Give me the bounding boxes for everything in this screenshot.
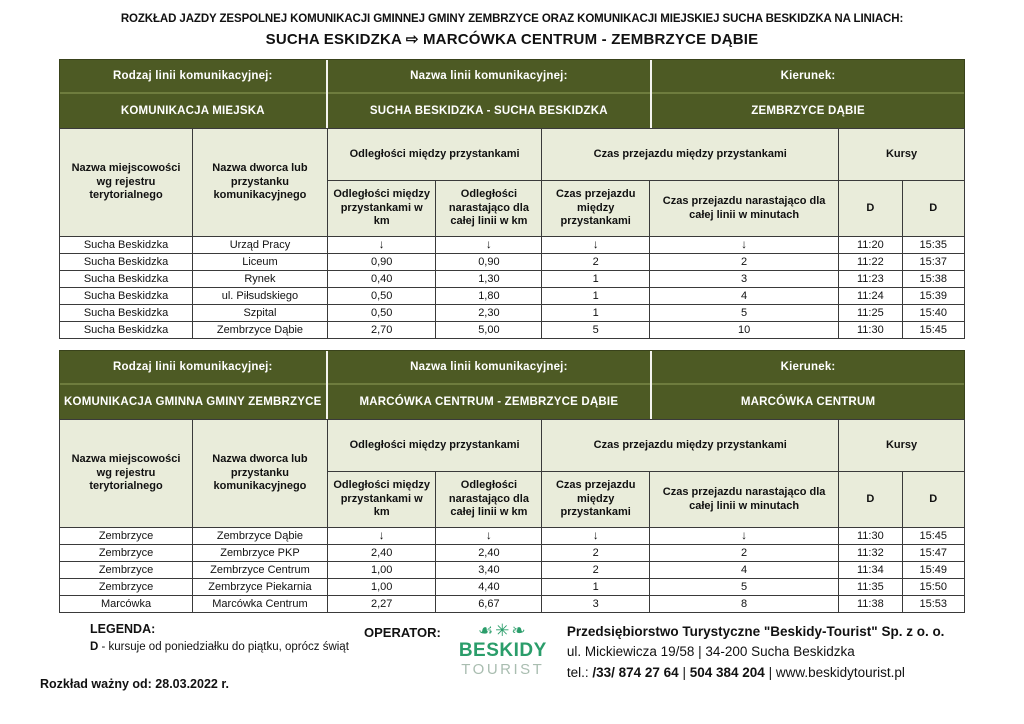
col-group-kursy: Kursy — [839, 420, 965, 472]
col-group-czas: Czas przejazdu między przystankami — [542, 129, 839, 181]
table-cell: 5,00 — [436, 322, 542, 339]
line-name-label: Nazwa linii komunikacyjnej: — [328, 351, 651, 385]
line-type-label: Rodzaj linii komunikacyjnej: — [60, 60, 326, 94]
table-cell: 2 — [542, 254, 650, 271]
line-direction-cell — [652, 60, 964, 128]
line-name-label: Nazwa linii komunikacyjnej: — [328, 60, 651, 94]
table-row — [60, 254, 965, 271]
operator-label: OPERATOR: — [364, 625, 441, 640]
table-cell: Sucha Beskidzka — [60, 271, 193, 288]
continuation-arrow-cell: ↓ — [542, 237, 650, 254]
line-type-cell — [60, 60, 328, 128]
line-type-label: Rodzaj linii komunikacyjnej: — [60, 351, 326, 385]
line-direction-label: Kierunek: — [652, 60, 964, 94]
col-group-czas: Czas przejazdu między przystankami — [542, 420, 839, 472]
table-cell: 11:30 — [839, 322, 902, 339]
line-direction-value: ZEMBRZYCE DĄBIE — [751, 105, 865, 117]
col-header-odleglosc-km: Odległości między przystankami w km — [327, 181, 436, 237]
table-cell: Sucha Beskidzka — [60, 288, 193, 305]
table-cell: 15:47 — [902, 545, 964, 562]
table-cell: 4 — [650, 288, 839, 305]
col-header-czas-miedzy: Czas przejazdu między przystankami — [542, 472, 650, 528]
col-group-odleglosci: Odległości między przystankami — [327, 129, 541, 181]
col-header-odleglosc-narastajaco: Odległości narastająco dla całej linii w km — [436, 181, 542, 237]
continuation-arrow-cell: ↓ — [436, 237, 542, 254]
line-name-value: MARCÓWKA CENTRUM - ZEMBRZYCE DĄBIE — [359, 396, 619, 408]
table-cell: 11:38 — [839, 596, 902, 613]
table-cell: 3 — [650, 271, 839, 288]
table-cell: Sucha Beskidzka — [60, 237, 193, 254]
table-cell: 2,30 — [436, 305, 542, 322]
table-row — [60, 237, 965, 254]
table-row — [60, 562, 965, 579]
table-cell: 15:45 — [902, 528, 964, 545]
valid-from: Rozkład ważny od: 28.03.2022 r. — [40, 677, 229, 691]
table-cell: Zembrzyce — [60, 528, 193, 545]
table-cell: 1 — [542, 288, 650, 305]
timetable-komunikacja-gminna — [59, 350, 965, 613]
table-cell: 11:32 — [839, 545, 902, 562]
table-cell: 3 — [542, 596, 650, 613]
table-cell: 11:23 — [839, 271, 902, 288]
table-cell: 15:37 — [902, 254, 964, 271]
col-header-miejscowosc: Nazwa miejscowości wg rejestru terytorialnego — [60, 129, 193, 237]
table-cell: 2,27 — [327, 596, 436, 613]
table-cell: Sucha Beskidzka — [60, 254, 193, 271]
table-cell: Zembrzyce PKP — [193, 545, 328, 562]
table-row — [60, 322, 965, 339]
footer — [0, 622, 1024, 691]
line-type-cell — [60, 351, 328, 419]
table-cell: 15:39 — [902, 288, 964, 305]
table-cell: 2 — [542, 545, 650, 562]
table-cell: 6,67 — [436, 596, 542, 613]
stops-table — [59, 419, 965, 613]
continuation-arrow-cell: ↓ — [327, 237, 436, 254]
line-direction-label: Kierunek: — [652, 351, 964, 385]
table-cell: Rynek — [193, 271, 328, 288]
table-cell: 11:25 — [839, 305, 902, 322]
line-direction-cell — [652, 351, 964, 419]
legend — [40, 622, 352, 691]
company-name: Przedsiębiorstwo Turystyczne "Beskidy-Tourist" Sp. z o. o. — [566, 624, 945, 639]
separator-2: | — [768, 664, 773, 680]
table-cell: 11:30 — [839, 528, 902, 545]
table-cell: Urząd Pracy — [193, 237, 328, 254]
col-header-miejscowosc: Nazwa miejscowości wg rejestru terytorialnego — [60, 420, 193, 528]
line-name-value: SUCHA BESKIDZKA - SUCHA BESKIDZKA — [369, 105, 608, 117]
table-cell: 15:38 — [902, 271, 964, 288]
table-cell: 15:49 — [902, 562, 964, 579]
table-cell: 1,00 — [327, 562, 436, 579]
table-cell: Sucha Beskidzka — [60, 322, 193, 339]
continuation-arrow-cell: ↓ — [542, 528, 650, 545]
table-row — [60, 528, 965, 545]
table-cell: 2 — [650, 545, 839, 562]
table-cell: 11:20 — [839, 237, 902, 254]
table-cell: 0,50 — [327, 305, 436, 322]
table-cell: Zembrzyce Dąbie — [193, 528, 328, 545]
table-cell: 5 — [650, 579, 839, 596]
table-cell: Zembrzyce — [60, 562, 193, 579]
col-header-odleglosc-km: Odległości między przystankami w km — [327, 472, 436, 528]
website-link: www.beskidytourist.pl — [775, 664, 905, 680]
table-cell: Zembrzyce — [60, 579, 193, 596]
table-cell: ul. Piłsudskiego — [193, 288, 328, 305]
table-cell: 15:40 — [902, 305, 964, 322]
table-cell: 11:24 — [839, 288, 902, 305]
separator-1: | — [682, 664, 686, 680]
tel-prefix: tel.: — [566, 664, 589, 680]
table-cell: 11:22 — [839, 254, 902, 271]
table-cell: 2,70 — [327, 322, 436, 339]
col-header-kurs-d2: D — [902, 472, 964, 528]
continuation-arrow-cell: ↓ — [650, 237, 839, 254]
table-cell: 1,80 — [436, 288, 542, 305]
table-cell: 4 — [650, 562, 839, 579]
table-row — [60, 579, 965, 596]
col-header-kurs-d1: D — [839, 472, 902, 528]
beskidy-tourist-logo — [451, 622, 555, 677]
table-row — [60, 596, 965, 613]
col-header-kurs-d2: D — [902, 181, 964, 237]
line-name-cell — [328, 60, 653, 128]
continuation-arrow-cell: ↓ — [436, 528, 542, 545]
legend-item-d — [90, 641, 352, 653]
page-title-line2: SUCHA ESKIDZKA ⇨ MARCÓWKA CENTRUM - ZEMBRZYCE DĄBIE — [265, 31, 759, 48]
table-cell: 0,90 — [436, 254, 542, 271]
company-address: ul. Mickiewicza 19/58 | 34-200 Sucha Beskidzka — [566, 644, 855, 660]
col-group-odleglosci: Odległości między przystankami — [327, 420, 541, 472]
col-header-kurs-d1: D — [839, 181, 902, 237]
table-cell: 0,40 — [327, 271, 436, 288]
table-cell: 5 — [650, 305, 839, 322]
table-cell: 1 — [542, 305, 650, 322]
table-cell: Sucha Beskidzka — [60, 305, 193, 322]
continuation-arrow-cell: ↓ — [650, 528, 839, 545]
table-cell: 11:35 — [839, 579, 902, 596]
table-cell: Zembrzyce Piekarnia — [193, 579, 328, 596]
table-cell: 11:34 — [839, 562, 902, 579]
table-cell: Zembrzyce — [60, 545, 193, 562]
table-cell: 0,90 — [327, 254, 436, 271]
page-title — [0, 0, 1024, 48]
line-type-value: KOMUNIKACJA MIEJSKA — [120, 105, 265, 117]
table-cell: 2,40 — [327, 545, 436, 562]
legend-text: - kursuje od poniedziałku do piątku, oprócz świąt — [101, 641, 349, 653]
stops-table — [59, 128, 965, 339]
legend-key: D — [90, 641, 99, 653]
col-group-kursy: Kursy — [839, 129, 965, 181]
table-cell: 1,30 — [436, 271, 542, 288]
col-header-czas-miedzy: Czas przejazdu między przystankami — [542, 181, 650, 237]
line-type-value: KOMUNIKACJA GMINNA GMINY ZEMBRZYCE — [64, 396, 322, 408]
table-cell: 1,00 — [327, 579, 436, 596]
legend-title: LEGENDA: — [90, 622, 156, 636]
line-direction-value: MARCÓWKA CENTRUM — [740, 396, 876, 408]
line-info-header — [59, 59, 965, 128]
col-header-odleglosc-narastajaco: Odległości narastająco dla całej linii w km — [436, 472, 542, 528]
table-cell: 1 — [542, 579, 650, 596]
line-name-cell — [328, 351, 653, 419]
table-row — [60, 305, 965, 322]
table-cell: 15:45 — [902, 322, 964, 339]
table-cell: 10 — [650, 322, 839, 339]
company-contact — [567, 663, 945, 683]
table-cell: 1 — [542, 271, 650, 288]
continuation-arrow-cell: ↓ — [327, 528, 436, 545]
tel-phone-1: /33/ 874 27 64 — [592, 664, 679, 680]
table-cell: 5 — [542, 322, 650, 339]
logo-tourist-text: TOURIST — [461, 661, 545, 678]
table-cell: Szpital — [193, 305, 328, 322]
logo-beskidy-text: BESKIDY — [458, 640, 547, 661]
table-cell: 8 — [650, 596, 839, 613]
table-cell: Liceum — [193, 254, 328, 271]
table-cell: Zembrzyce Dąbie — [193, 322, 328, 339]
table-cell: 0,50 — [327, 288, 436, 305]
company-info — [567, 622, 945, 683]
table-row — [60, 288, 965, 305]
col-header-dworzec: Nazwa dworca lub przystanku komunikacyjnego — [193, 420, 328, 528]
timetable-komunikacja-miejska — [59, 59, 965, 339]
logo-ornament-icon: ☙✳❧ — [477, 621, 528, 640]
table-cell: 15:50 — [902, 579, 964, 596]
page-title-line1: ROZKŁAD JAZDY ZESPOLNEJ KOMUNIKACJI GMINNEJ GMINY ZEMBRZYCE ORAZ KOMUNIKACJI MIEJSKIEJ SUCHA BESKIDZKA NA LINIACH: — [120, 13, 904, 25]
table-cell: 2 — [542, 562, 650, 579]
table-cell: 2 — [650, 254, 839, 271]
table-cell: 3,40 — [436, 562, 542, 579]
tel-phone-2: 504 384 204 — [689, 664, 765, 680]
table-cell: 15:53 — [902, 596, 964, 613]
table-cell: 15:35 — [902, 237, 964, 254]
table-row — [60, 545, 965, 562]
col-header-czas-narastajaco: Czas przejazdu narastająco dla całej linii w minutach — [650, 181, 839, 237]
table-cell: Marcówka Centrum — [193, 596, 328, 613]
line-info-header — [59, 350, 965, 419]
table-cell: Zembrzyce Centrum — [193, 562, 328, 579]
col-header-dworzec: Nazwa dworca lub przystanku komunikacyjnego — [193, 129, 328, 237]
table-cell: 2,40 — [436, 545, 542, 562]
col-header-czas-narastajaco: Czas przejazdu narastająco dla całej linii w minutach — [650, 472, 839, 528]
table-cell: 4,40 — [436, 579, 542, 596]
table-row — [60, 271, 965, 288]
table-cell: Marcówka — [60, 596, 193, 613]
